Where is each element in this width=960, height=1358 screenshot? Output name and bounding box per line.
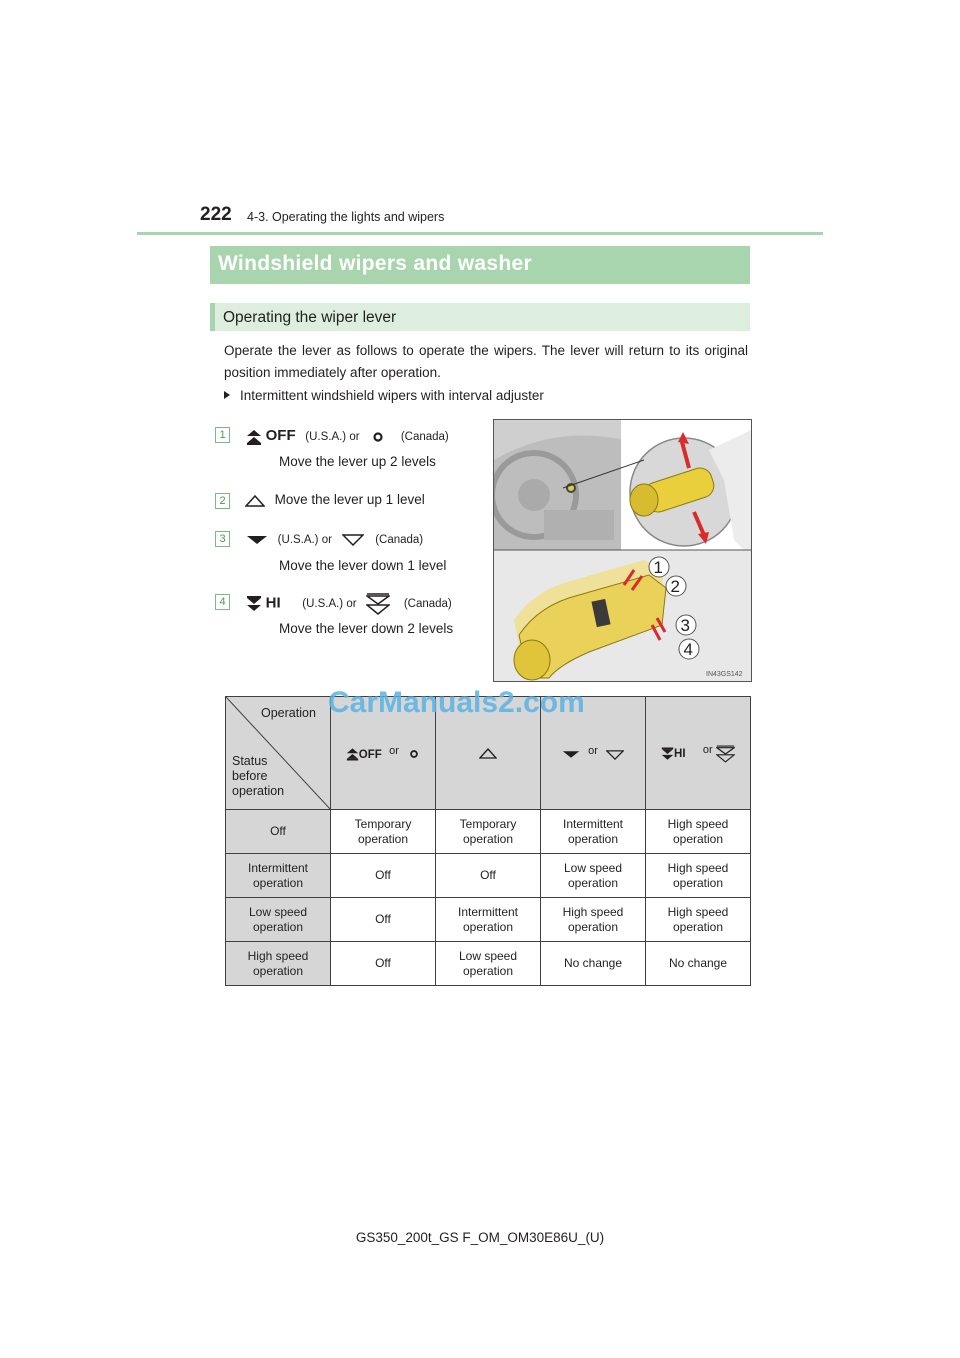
mist-up-icon xyxy=(245,495,265,507)
canada-intermittent-icon xyxy=(606,750,624,760)
table-cell: Temporary operation xyxy=(331,810,436,854)
usa-label: (U.S.A.) or xyxy=(302,598,357,611)
wiper-hi-down-icon xyxy=(246,596,262,612)
canada-hi-icon xyxy=(716,745,735,763)
status-cell: Low speed operation xyxy=(226,898,331,942)
canada-label: (Canada) xyxy=(403,598,452,611)
table-cell: High speed operation xyxy=(646,810,751,854)
step-4-symbols xyxy=(246,593,452,615)
step-1-symbols xyxy=(246,427,449,445)
wiper-off-up-icon xyxy=(346,747,359,761)
status-cell: Intermittent operation xyxy=(226,854,331,898)
table-cell: Off xyxy=(436,854,541,898)
table-row xyxy=(226,854,751,898)
wiper-off-up-icon xyxy=(246,429,262,445)
step-2-symbols xyxy=(245,492,425,507)
table-row xyxy=(226,810,751,854)
page-number: 222 xyxy=(200,204,232,225)
table-cell: High speed operation xyxy=(541,898,646,942)
hi-label: HI xyxy=(265,594,281,612)
step-number-2: 2 xyxy=(215,493,230,509)
table-cell: No change xyxy=(646,942,751,986)
wiper-lever-illustration xyxy=(494,420,751,681)
table-corner-cell xyxy=(226,697,331,810)
step-4-description: Move the lever down 2 levels xyxy=(279,621,454,636)
footer-code: GS350_200t_GS F_OM_OM30E86U_(U) xyxy=(355,1230,605,1245)
table-cell: Off xyxy=(331,942,436,986)
canada-label: (Canada) xyxy=(400,431,449,443)
section-reference: 4-3. Operating the lights and wipers xyxy=(247,210,445,224)
canada-label: (Canada) xyxy=(375,534,424,546)
canada-intermittent-icon xyxy=(342,534,364,546)
table-cell: Off xyxy=(331,854,436,898)
page-title: Windshield wipers and washer xyxy=(218,252,532,275)
table-cell: Temporary operation xyxy=(436,810,541,854)
off-label: OFF xyxy=(265,427,296,444)
canada-off-icon xyxy=(408,749,420,759)
table-cell: High speed operation xyxy=(646,898,751,942)
table-cell: Low speed operation xyxy=(541,854,646,898)
mist-up-icon xyxy=(479,748,497,759)
step-3-description: Move the lever down 1 level xyxy=(279,558,447,573)
callout-2: 2 xyxy=(670,577,680,596)
bullet-arrow-icon xyxy=(224,391,230,399)
callout-4: 4 xyxy=(683,640,693,659)
table-cell: Intermittent operation xyxy=(436,898,541,942)
operation-table xyxy=(225,696,751,986)
step-number-4: 4 xyxy=(215,594,230,610)
hi-label: HI xyxy=(674,748,686,761)
watermark: CarManuals2.com xyxy=(328,686,585,719)
table-row xyxy=(226,898,751,942)
step-1-description: Move the lever up 2 levels xyxy=(279,454,436,469)
status-cell: High speed operation xyxy=(226,942,331,986)
table-cell: High speed operation xyxy=(646,854,751,898)
intro-paragraph: Operate the lever as follows to operate the wipers. The lever will return to its original position immediately after operation. xyxy=(224,343,748,380)
header-hi-cell xyxy=(646,697,751,810)
step-3-symbols xyxy=(246,531,423,546)
intermittent-down-icon xyxy=(246,535,268,545)
table-cell: Off xyxy=(331,898,436,942)
step-2-description: Move the lever up 1 level xyxy=(274,492,425,507)
header-rule xyxy=(137,232,823,235)
wiper-lever-figure xyxy=(493,419,752,682)
corner-status-label: Status before operation xyxy=(232,754,285,798)
bullet-item xyxy=(224,388,544,403)
figure-code: IN43GS142 xyxy=(706,671,743,678)
status-cell: Off xyxy=(226,810,331,854)
table-row xyxy=(226,942,751,986)
or-label: or xyxy=(588,745,598,757)
intermittent-down-icon xyxy=(562,750,580,759)
step-number-1: 1 xyxy=(215,427,230,443)
or-label: or xyxy=(702,744,713,757)
table-cell: Low speed operation xyxy=(436,942,541,986)
canada-hi-icon xyxy=(366,593,390,615)
usa-label: (U.S.A.) or xyxy=(305,431,360,443)
corner-operation-label: Operation xyxy=(261,706,316,720)
usa-label: (U.S.A.) or xyxy=(277,534,332,546)
off-label: OFF xyxy=(358,748,382,761)
table-cell: Intermittent operation xyxy=(541,810,646,854)
canada-off-icon xyxy=(371,431,385,443)
table-cell: No change xyxy=(541,942,646,986)
section-subtitle: Operating the wiper lever xyxy=(223,309,397,326)
bullet-text: Intermittent windshield wipers with interval adjuster xyxy=(240,388,544,403)
or-label: or xyxy=(389,744,399,757)
step-number-3: 3 xyxy=(215,531,230,547)
callout-3: 3 xyxy=(680,616,690,635)
wiper-hi-down-icon xyxy=(661,747,674,761)
callout-1: 1 xyxy=(653,558,663,577)
